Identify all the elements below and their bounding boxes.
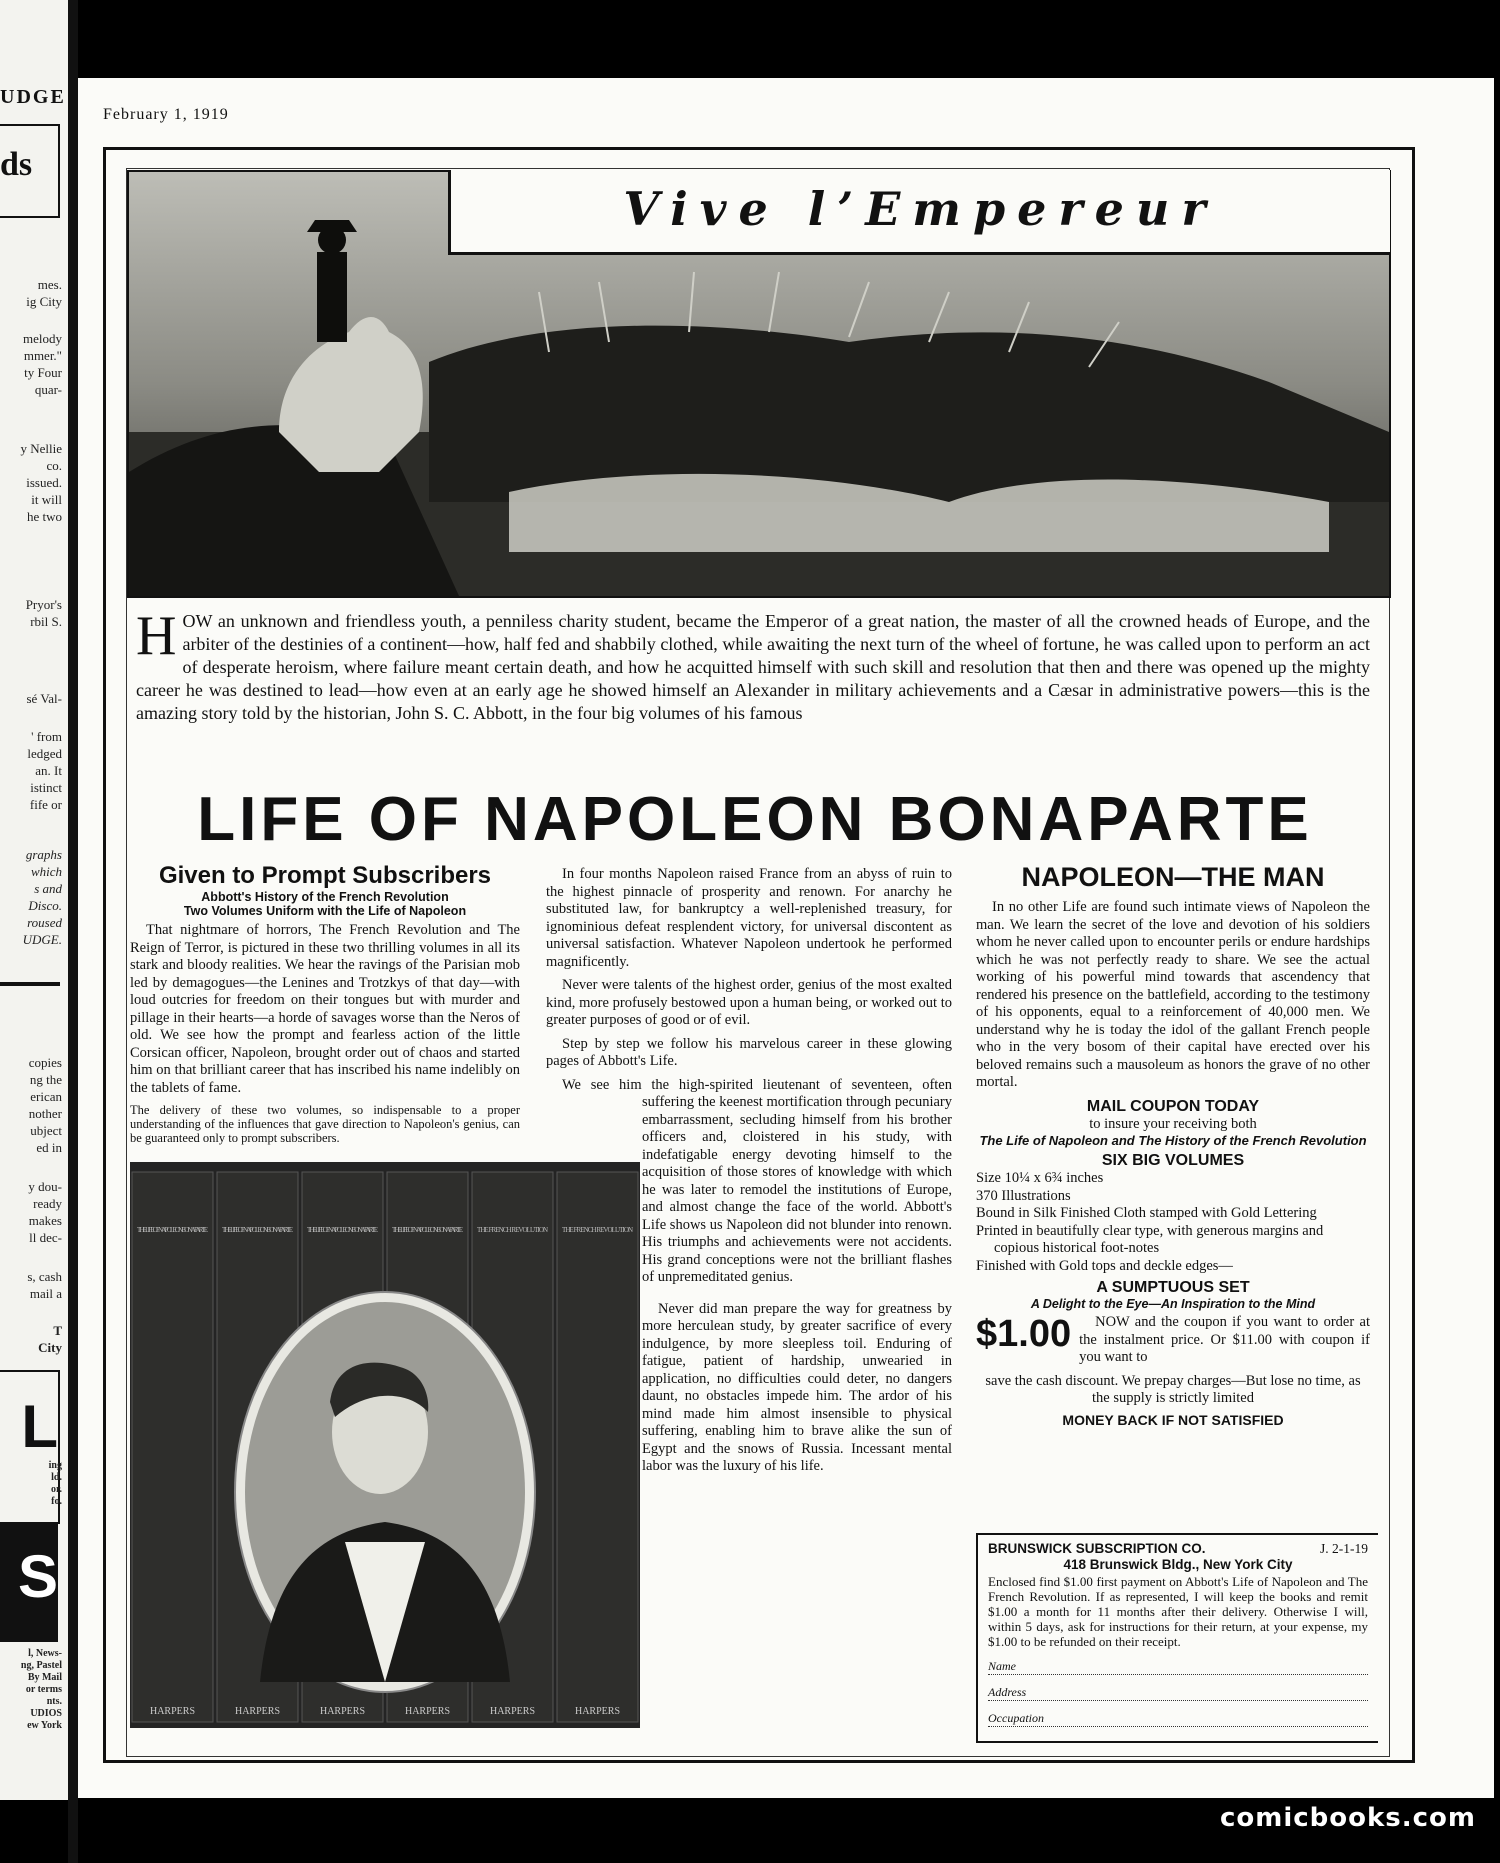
intro-paragraph: [136, 605, 1370, 725]
spec-size: Size 10¼ x 6¾ inches: [976, 1170, 1104, 1186]
issue-date: February 1, 1919: [103, 106, 229, 123]
six-big-volumes: SIX BIG VOLUMES: [1101, 1152, 1245, 1169]
coupon-header: [988, 1541, 1368, 1557]
col1-paragraph: That nightmare of horrors, The French Revolution and The Reign of Terror, is pictured in these two thrilling volumes in all its stark and bloody realities. We hear the ravings of the Parisian mob led by demagogues—the Lenines and Trotzkys of that day—with loud outcries for freedom on their tongues but with murder and pillage in their hearts—a horde of savages worse than the Neros of old. We see how the prompt and fearless action of the little Corsican officer, Napoleon, brought order out of chaos and started him on that brilliant career that has inscribed his name indelibly on the tablets of fame.: [130, 922, 520, 1096]
gutter-fragment: graphs which s and Disco. roused UDGE.: [22, 847, 62, 947]
spec-illustrations: 370 Illustrations: [976, 1187, 1071, 1204]
insure-text: to insure your receiving both: [1089, 1115, 1257, 1132]
col3-paragraph: In no other Life are found such intimate views of Napoleon the man. We learn the secret of the love and devotion of his soldiers whom he never called upon to encounter perils or endure hardships which he was not perfectly ready to share. We see the actual working of his powerful mind towards that ascendency that rendered his presence on the battlefield, according to the testimony of his opponents, equal to a reinforcement of 40,000 men. We understand why he is today the idol of the gallant French people who in the very bosom of their capital have erected over his beloved remains such a mausoleum as honors the grave of no other mortal.: [976, 899, 1370, 1090]
gutter-black-ad-letter: S: [17, 1543, 58, 1610]
intro-text: OW an unknown and friendless youth, a penniless charity student, became the Emperor of a great nation, the master of all the crowned heads of Europe, and the arbiter of the destinies of a continent—how, half fed and shabbily clothed, while awaiting the next turn of the wheel of fortune, he was called upon to perform an act of desperate heroism, where failure meant certain death, and how he acquitted himself with such skill and resolution that then and there was opened up the mighty career he was destined to lead—how even at an early age he showed himself an Alexander in military achievements and a Cæsar in administrative powers—this is the amazing story told by the historian, John S. C. Abbott, in the four big volumes of his famous: [136, 611, 1370, 723]
gutter-fragment: ing ld. or. fo.: [48, 1460, 62, 1507]
book-publisher-label: HARPERS: [319, 1706, 366, 1717]
gutter-fragment: y dou- ready makes ll dec-: [28, 1179, 62, 1245]
book-spine-shadow: [68, 0, 78, 1863]
book-publisher-label: HARPERS: [234, 1706, 281, 1717]
coupon-address: 418 Brunswick Bldg., New York City: [1063, 1557, 1293, 1572]
gutter-fragment: l, News- ng, Pastel By Mail or terms nts. UDIOS ew York: [20, 1648, 62, 1731]
book-publisher-label: HARPERS: [489, 1706, 536, 1717]
both-titles: The Life of Napoleon and The History of the French Revolution: [979, 1133, 1367, 1148]
col1-note: The delivery of these two volumes, so indispensable to a proper understanding of the influences that gave direction to Napoleon's genius, can be guaranteed only to prompt subscribers.: [130, 1103, 520, 1145]
book-publisher-label: HARPERS: [404, 1706, 451, 1717]
gutter-rule: [0, 982, 60, 986]
mail-coupon-today: MAIL COUPON TODAY: [1086, 1097, 1260, 1115]
gutter-fragment: sé Val-: [26, 691, 62, 706]
col2-paragraph: Never did man prepare the way for greatness by more herculean study, by greater sacrifice of every indulgence, by more sleepless toil. Enduring of fatigue, patient of hardship, unwearied in application, no difficulties could deter, no dangers daunt, no obstacles impede him. The ardor of his mind made him almost insensible to physical suffering, enabling him to brave alike the sun of Egypt and the snows of Russia. Incessant mental labor was the luxury of his life.: [642, 1300, 952, 1474]
book-spine-label: THE FRENCH REVOLUTION: [562, 1226, 633, 1234]
gutter-ad-letter: L: [21, 1393, 58, 1460]
book-spine-label: THE FRENCH REVOLUTION: [477, 1226, 548, 1234]
order-coupon[interactable]: [976, 1533, 1378, 1743]
spec-printing: Printed in beautifully clear type, with generous margins and copious historical foot-notes: [976, 1222, 1324, 1256]
price-text: NOW and the coupon if you want to order at the instalment price. Or $11.00 with coupon if you want to: [1079, 1314, 1370, 1365]
column-napoleon-the-man: [976, 862, 1370, 1428]
col1-subheading: Abbott's History of the French Revolution: [201, 890, 449, 904]
money-back: MONEY BACK IF NOT SATISFIED: [1062, 1411, 1284, 1428]
col2-paragraph: Step by step we follow his marvelous career in these glowing pages of Abbott's Life.: [546, 1035, 952, 1069]
gutter-fragment: ' from ledged an. It istinct fife or: [27, 729, 62, 812]
col3-heading: NAPOLEON—THE MAN: [1021, 862, 1325, 892]
ad-title: Vive l’Empereur: [623, 182, 1218, 236]
gutter-fragment: copies ng the erican nother ubject ed in: [28, 1055, 62, 1155]
spec-binding: Bound in Silk Finished Cloth stamped with Gold Lettering: [976, 1205, 1317, 1221]
book-spine-label: THE LIFE OF NAPOLEON BONAPARTE: [137, 1226, 208, 1234]
book-publisher-label: HARPERS: [574, 1706, 621, 1717]
delight-tagline: A Delight to the Eye—An Inspiration to the Mind: [1030, 1297, 1316, 1311]
col2-paragraph: Never were talents of the highest order, genius of the most exalted kind, more profusely bestowed upon a human being, or worked out to greater purposes of good or of evil.: [546, 977, 952, 1028]
watermark: comicbooks.com: [1219, 1803, 1476, 1833]
col2-paragraph: We see him the high-spirited lieutenant of seventeen, often suffering the keenest mortification through pecuniary embarrassment, secluding himself from his brother officers and, cloistered in his study, with indefatigable energy devoting himself to the acquisition of those stores of knowledge with which he was later to remodel the institutions of Europe, and almost change the face of the world. Abbott's Life shows us Napoleon did not blunder into renown. His triumphs and achievements were not accidents. His grand conceptions were not the brilliant flashes of unpremeditated genius.: [562, 1076, 952, 1285]
title-panel: [448, 170, 1390, 255]
col1-heading: Given to Prompt Subscribers: [158, 862, 492, 889]
gutter-fragment: y Nellie co. issued. it will he two: [20, 441, 62, 524]
book-spine: [132, 1172, 213, 1722]
book-spine-label: THE LIFE OF NAPOLEON BONAPARTE: [222, 1226, 293, 1234]
price-row: [976, 1314, 1370, 1373]
sumptuous-set: A SUMPTUOUS SET: [1096, 1279, 1250, 1296]
book-publisher-label: HARPERS: [149, 1706, 196, 1717]
column-career: [546, 866, 952, 1482]
col1-subheading: Two Volumes Uniform with the Life of Napoleon: [183, 904, 467, 918]
book-spine-label: THE LIFE OF NAPOLEON BONAPARTE: [307, 1226, 378, 1234]
gutter-header: UDGE: [0, 86, 66, 108]
spec-finish: Finished with Gold tops and deckle edges—: [976, 1257, 1233, 1274]
price: $1.00: [976, 1313, 1072, 1355]
gutter-box: [0, 124, 60, 218]
left-page-gutter: [0, 0, 78, 1800]
book-headline: LIFE OF NAPOLEON BONAPARTE: [197, 785, 1313, 854]
gutter-fragment: s, cash mail a: [27, 1269, 62, 1301]
coupon-occupation-field[interactable]: Occupation: [988, 1711, 1368, 1727]
coupon-company: BRUNSWICK SUBSCRIPTION CO.: [988, 1541, 1206, 1556]
gutter-fragment: Pryor's rbil S.: [25, 597, 62, 629]
coupon-name-field[interactable]: Name: [988, 1659, 1368, 1675]
gutter-fragment: T City: [38, 1323, 62, 1355]
coupon-code: J. 2-1-19: [1320, 1541, 1368, 1556]
book-spine-label: THE LIFE OF NAPOLEON BONAPARTE: [392, 1226, 463, 1234]
gutter-box-text: ds: [0, 146, 33, 183]
gutter-fragment: melody mmer." ty Four quar-: [23, 331, 62, 397]
gutter-fragment: mes. ig City: [26, 277, 62, 309]
gutter-black-ad: [0, 1522, 58, 1642]
intro-dropcap: H: [136, 605, 177, 667]
coupon-body: Enclosed find $1.00 first payment on Abbott's Life of Napoleon and The French Revolution. If as represented, I will keep the books and remit $1.00 a month for 11 months after their delivery. Otherwise I will, within 5 days, ask for instructions for their return, at your expense, my $1.00 to be refunded on their receipt.: [988, 1574, 1368, 1649]
price-text-cont: save the cash discount. We prepay charges—But lose no time, as the supply is strictly limited: [985, 1372, 1361, 1406]
coupon-address-field[interactable]: Address: [988, 1685, 1368, 1701]
col2-paragraph: In four months Napoleon raised France from an abyss of ruin to the highest pinnacle of prosperity and renown. For anarchy he substituted law, for bankruptcy a well-replenished treasury, for ignominious defeat resplendent victory, for universal discontent as universal satisfaction. Whatever Napoleon undertook he performed magnificently.: [546, 866, 952, 970]
column-french-revolution: [130, 862, 520, 1151]
